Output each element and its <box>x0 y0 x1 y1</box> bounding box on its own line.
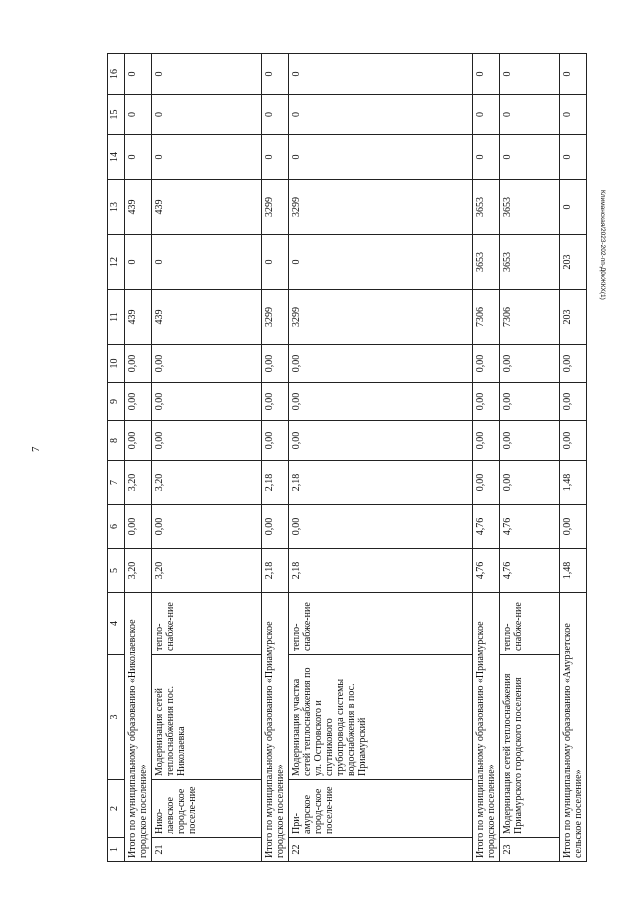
value-cell-col-6: 0,00 <box>152 505 262 549</box>
value-cell-col-11: 7306 <box>499 290 560 345</box>
value-cell-col-8: 0,00 <box>261 421 288 461</box>
value-cell-col-16: 0 <box>152 54 262 95</box>
value-cell-col-16: 0 <box>125 54 152 95</box>
column-header-10: 10 <box>108 345 125 383</box>
value-cell-col-15: 0 <box>288 95 472 135</box>
value-cell-col-10: 0,00 <box>152 345 262 383</box>
measure-name: Модернизация сетей теплоснабжения Приамурского городского поселения <box>499 655 560 838</box>
value-cell-col-10: 0,00 <box>261 345 288 383</box>
total-label: Итого по муниципальному образованию «Приамурское городское поселение» <box>472 593 499 862</box>
value-cell-col-16: 0 <box>499 54 560 95</box>
value-cell-col-10: 0,00 <box>125 345 152 383</box>
total-label: Итого по муниципальному образованию «Николаевское городское поселение» <box>125 593 152 862</box>
value-cell-col-12: 0 <box>288 235 472 290</box>
value-cell-col-7: 1,48 <box>560 461 587 505</box>
financing-table <box>107 53 587 862</box>
value-cell-col-11: 439 <box>152 290 262 345</box>
value-cell-col-14: 0 <box>125 135 152 180</box>
value-cell-col-10: 0,00 <box>499 345 560 383</box>
measure-name: Модернизация участка сетей теплоснабжения по ул. Островского и спутникового трубопровода системы водоснабжения в пос. Приамурский <box>288 655 472 780</box>
total-label: Итого по муниципальному образованию «Приамурское городское поселение» <box>261 593 288 862</box>
total-row <box>560 54 587 862</box>
value-cell-col-15: 0 <box>261 95 288 135</box>
value-cell-col-10: 0,00 <box>560 345 587 383</box>
value-cell-col-9: 0,00 <box>472 383 499 421</box>
value-cell-col-8: 0,00 <box>560 421 587 461</box>
value-cell-col-5: 4,76 <box>499 549 560 593</box>
value-cell-col-10: 0,00 <box>288 345 472 383</box>
column-header-12: 12 <box>108 235 125 290</box>
value-cell-col-8: 0,00 <box>499 421 560 461</box>
value-cell-col-8: 0,00 <box>472 421 499 461</box>
column-header-15: 15 <box>108 95 125 135</box>
column-header-9: 9 <box>108 383 125 421</box>
value-cell-col-12: 203 <box>560 235 587 290</box>
table-row <box>152 54 262 862</box>
value-cell-col-13: 439 <box>125 180 152 235</box>
column-header-11: 11 <box>108 290 125 345</box>
value-cell-col-14: 0 <box>560 135 587 180</box>
document-reference: Климанская/2023-202-пп-Д0кЖКХ(1) <box>599 190 606 300</box>
value-cell-col-14: 0 <box>472 135 499 180</box>
value-cell-col-13: 3653 <box>472 180 499 235</box>
value-cell-col-7: 0,00 <box>499 461 560 505</box>
value-cell-col-5: 4,76 <box>472 549 499 593</box>
value-cell-col-14: 0 <box>261 135 288 180</box>
value-cell-col-7: 3,20 <box>125 461 152 505</box>
value-cell-col-5: 2,18 <box>288 549 472 593</box>
value-cell-col-12: 3653 <box>472 235 499 290</box>
value-cell-col-16: 0 <box>261 54 288 95</box>
total-row <box>472 54 499 862</box>
value-cell-col-7: 0,00 <box>472 461 499 505</box>
value-cell-col-9: 0,00 <box>499 383 560 421</box>
header-row <box>108 54 125 862</box>
value-cell-col-12: 0 <box>125 235 152 290</box>
total-row <box>261 54 288 862</box>
column-header-3: 3 <box>108 655 125 780</box>
value-cell-col-6: 0,00 <box>125 505 152 549</box>
value-cell-col-7: 2,18 <box>261 461 288 505</box>
value-cell-col-8: 0,00 <box>125 421 152 461</box>
value-cell-col-14: 0 <box>152 135 262 180</box>
value-cell-col-11: 3299 <box>261 290 288 345</box>
service-kind: тепло-снабже-ние <box>499 593 560 655</box>
value-cell-col-9: 0,00 <box>261 383 288 421</box>
value-cell-col-14: 0 <box>288 135 472 180</box>
value-cell-col-15: 0 <box>499 95 560 135</box>
value-cell-col-12: 0 <box>152 235 262 290</box>
value-cell-col-16: 0 <box>288 54 472 95</box>
value-cell-col-12: 0 <box>261 235 288 290</box>
table-row <box>288 54 472 862</box>
column-header-8: 8 <box>108 421 125 461</box>
settlement-name: При-амурское город-ское поселе-ние <box>288 780 472 838</box>
value-cell-col-5: 2,18 <box>261 549 288 593</box>
value-cell-col-6: 0,00 <box>288 505 472 549</box>
row-number: 23 <box>499 838 560 862</box>
value-cell-col-13: 3299 <box>288 180 472 235</box>
total-label: Итого по муниципальному образованию «Амурзетское сельское поселение» <box>560 593 587 862</box>
value-cell-col-13: 439 <box>152 180 262 235</box>
column-header-1: 1 <box>108 838 125 862</box>
column-header-2: 2 <box>108 780 125 838</box>
value-cell-col-15: 0 <box>152 95 262 135</box>
value-cell-col-6: 4,76 <box>472 505 499 549</box>
column-header-5: 5 <box>108 549 125 593</box>
value-cell-col-12: 3653 <box>499 235 560 290</box>
value-cell-col-7: 2,18 <box>288 461 472 505</box>
value-cell-col-9: 0,00 <box>288 383 472 421</box>
value-cell-col-13: 3299 <box>261 180 288 235</box>
column-header-13: 13 <box>108 180 125 235</box>
value-cell-col-8: 0,00 <box>152 421 262 461</box>
value-cell-col-11: 439 <box>125 290 152 345</box>
value-cell-col-7: 3,20 <box>152 461 262 505</box>
value-cell-col-9: 0,00 <box>125 383 152 421</box>
value-cell-col-15: 0 <box>472 95 499 135</box>
value-cell-col-16: 0 <box>560 54 587 95</box>
column-header-14: 14 <box>108 135 125 180</box>
value-cell-col-6: 0,00 <box>261 505 288 549</box>
value-cell-col-6: 4,76 <box>499 505 560 549</box>
value-cell-col-16: 0 <box>472 54 499 95</box>
value-cell-col-11: 203 <box>560 290 587 345</box>
value-cell-col-15: 0 <box>125 95 152 135</box>
value-cell-col-13: 0 <box>560 180 587 235</box>
row-number: 22 <box>288 838 472 862</box>
value-cell-col-13: 3653 <box>499 180 560 235</box>
page-number: 7 <box>30 446 42 452</box>
settlement-name: Нико-лаевское город-ское поселе-ние <box>152 780 262 838</box>
value-cell-col-11: 3299 <box>288 290 472 345</box>
value-cell-col-9: 0,00 <box>152 383 262 421</box>
rotated-table-container <box>107 54 587 862</box>
total-row <box>125 54 152 862</box>
value-cell-col-14: 0 <box>499 135 560 180</box>
value-cell-col-9: 0,00 <box>560 383 587 421</box>
value-cell-col-15: 0 <box>560 95 587 135</box>
column-header-7: 7 <box>108 461 125 505</box>
value-cell-col-6: 0,00 <box>560 505 587 549</box>
column-header-4: 4 <box>108 593 125 655</box>
value-cell-col-11: 7306 <box>472 290 499 345</box>
service-kind: тепло-снабже-ние <box>152 593 262 655</box>
value-cell-col-8: 0,00 <box>288 421 472 461</box>
service-kind: тепло-снабже-ние <box>288 593 472 655</box>
column-header-16: 16 <box>108 54 125 95</box>
table-row <box>499 54 560 862</box>
value-cell-col-10: 0,00 <box>472 345 499 383</box>
value-cell-col-5: 3,20 <box>152 549 262 593</box>
value-cell-col-5: 3,20 <box>125 549 152 593</box>
column-header-6: 6 <box>108 505 125 549</box>
measure-name: Модернизация сетей теплоснабжения пос. Николаевка <box>152 655 262 780</box>
row-number: 21 <box>152 838 262 862</box>
value-cell-col-5: 1,48 <box>560 549 587 593</box>
